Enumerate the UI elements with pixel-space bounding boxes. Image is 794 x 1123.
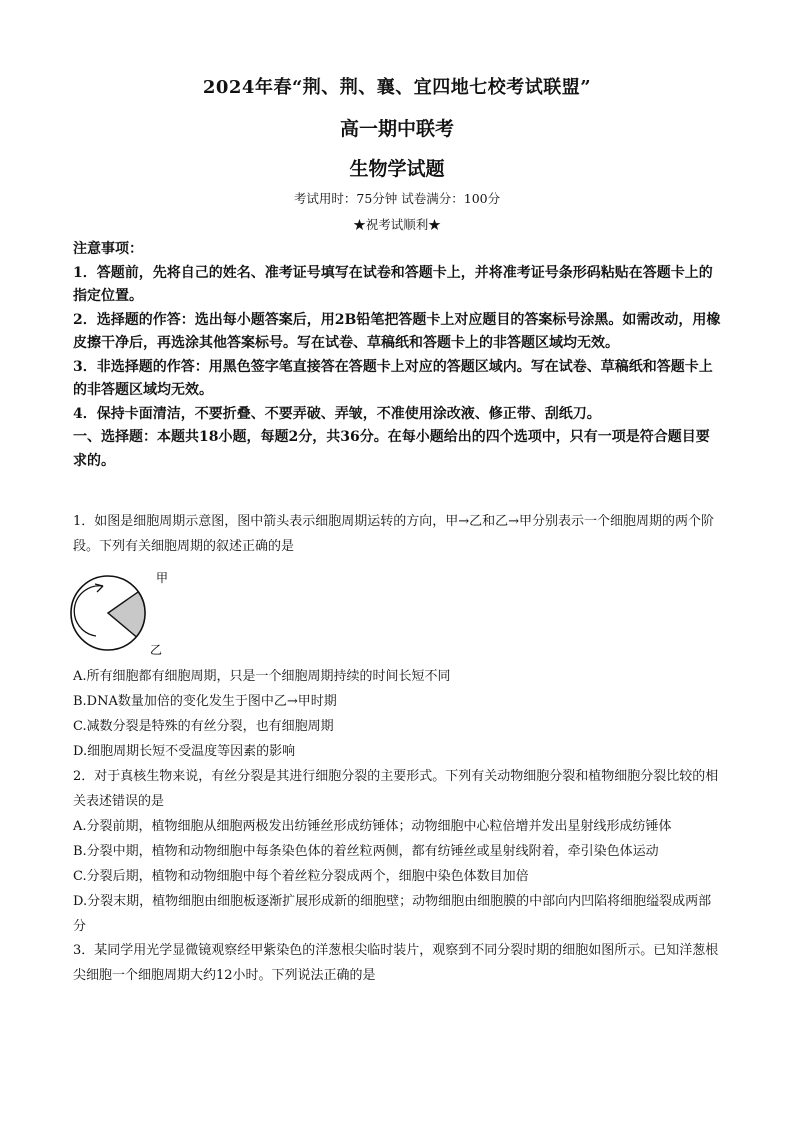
question-1-stem-block [73, 509, 723, 559]
notice-item: 1．答题前，先将自己的姓名、准考证号填写在试卷和答题卡上，并将准考证号条形码粘贴在答题卡上的指定位置。 [73, 264, 713, 304]
section-heading: 一、选择题：本题共18小题，每题2分，共36分。在每小题给出的四个选项中，只有一项是符合题目要求的。 [73, 429, 710, 469]
exam-meta: 考试用时：75分钟 试卷满分：100分 [293, 191, 501, 206]
question-2-stem: 2．对于真核生物来说，有丝分裂是其进行细胞分裂的主要形式。下列有关动物细胞分裂和植物细胞分裂比较的相关表述错误的是 [73, 769, 719, 809]
question-2 [73, 764, 723, 939]
notice-item: 3．非选择题的作答：用黑色签字笔直接答在答题卡上对应的答题区域内。写在试卷、草稿纸和答题卡上的非答题区域均无效。 [73, 358, 713, 398]
option-c: C.减数分裂是特殊的有丝分裂，也有细胞周期 [73, 719, 334, 734]
option-a: A.分裂前期，植物细胞从细胞两极发出纺锤丝形成纺锤体；动物细胞中心粒倍增并发出星射线形成纺锤体 [73, 819, 672, 834]
exam-title: 2024年春“荆、荆、襄、宜四地七校考试联盟” [202, 77, 592, 98]
option-b: B.DNA数量加倍的变化发生于图中乙→甲时期 [73, 694, 337, 709]
label-jia: 甲 [156, 571, 169, 585]
option-d: D.细胞周期长短不受温度等因素的影响 [73, 744, 296, 759]
notice-item: 4．保持卡面清洁，不要折叠、不要弄破、弄皱，不准使用涂改液、修正带、刮纸刀。 [73, 405, 601, 422]
notice-item: 2．选择题的作答：选出每小题答案后，用2B铅笔把答题卡上对应题目的答案标号涂黑。如需改动，用橡皮擦干净后，再选涂其他答案标号。写在试卷、草稿纸和答题卡上的非答题区域均无效。 [73, 311, 721, 351]
option-c: C.分裂后期，植物和动物细胞中每个着丝粒分裂成两个，细胞中染色体数目加倍 [73, 869, 529, 884]
option-a: A.所有细胞都有细胞周期，只是一个细胞周期持续的时间长短不同 [73, 669, 451, 684]
question-3 [73, 938, 723, 988]
question-1-stem: 1．如图是细胞周期示意图，图中箭头表示细胞周期运转的方向，甲→乙和乙→甲分别表示一个细胞周期的两个阶段。下列有关细胞周期的叙述正确的是 [73, 514, 715, 554]
cell-cycle-diagram [68, 568, 178, 658]
option-b: B.分裂中期，植物和动物细胞中每条染色体的着丝粒两侧，都有纺锤丝或星射线附着，牵引染色体运动 [73, 844, 659, 859]
notice-heading: 注意事项： [73, 241, 143, 257]
question-1-options [73, 664, 723, 764]
good-luck-line: ★祝考试顺利★ [353, 217, 441, 232]
option-d: D.分裂末期，植物细胞由细胞板逐渐扩展形成新的细胞壁；动物细胞由细胞膜的中部向内凹陷将细胞缢裂成两部分 [73, 894, 712, 934]
subject-title: 生物学试题 [349, 158, 445, 180]
label-yi: 乙 [150, 643, 163, 657]
exam-subtitle: 高一期中联考 [339, 118, 454, 140]
notice-section [73, 238, 723, 473]
question-3-stem: 3．某同学用光学显微镜观察经甲紫染色的洋葱根尖临时装片，观察到不同分裂时期的细胞如图所示。已知洋葱根尖细胞一个细胞周期大约12小时。下列说法正确的是 [73, 943, 719, 983]
